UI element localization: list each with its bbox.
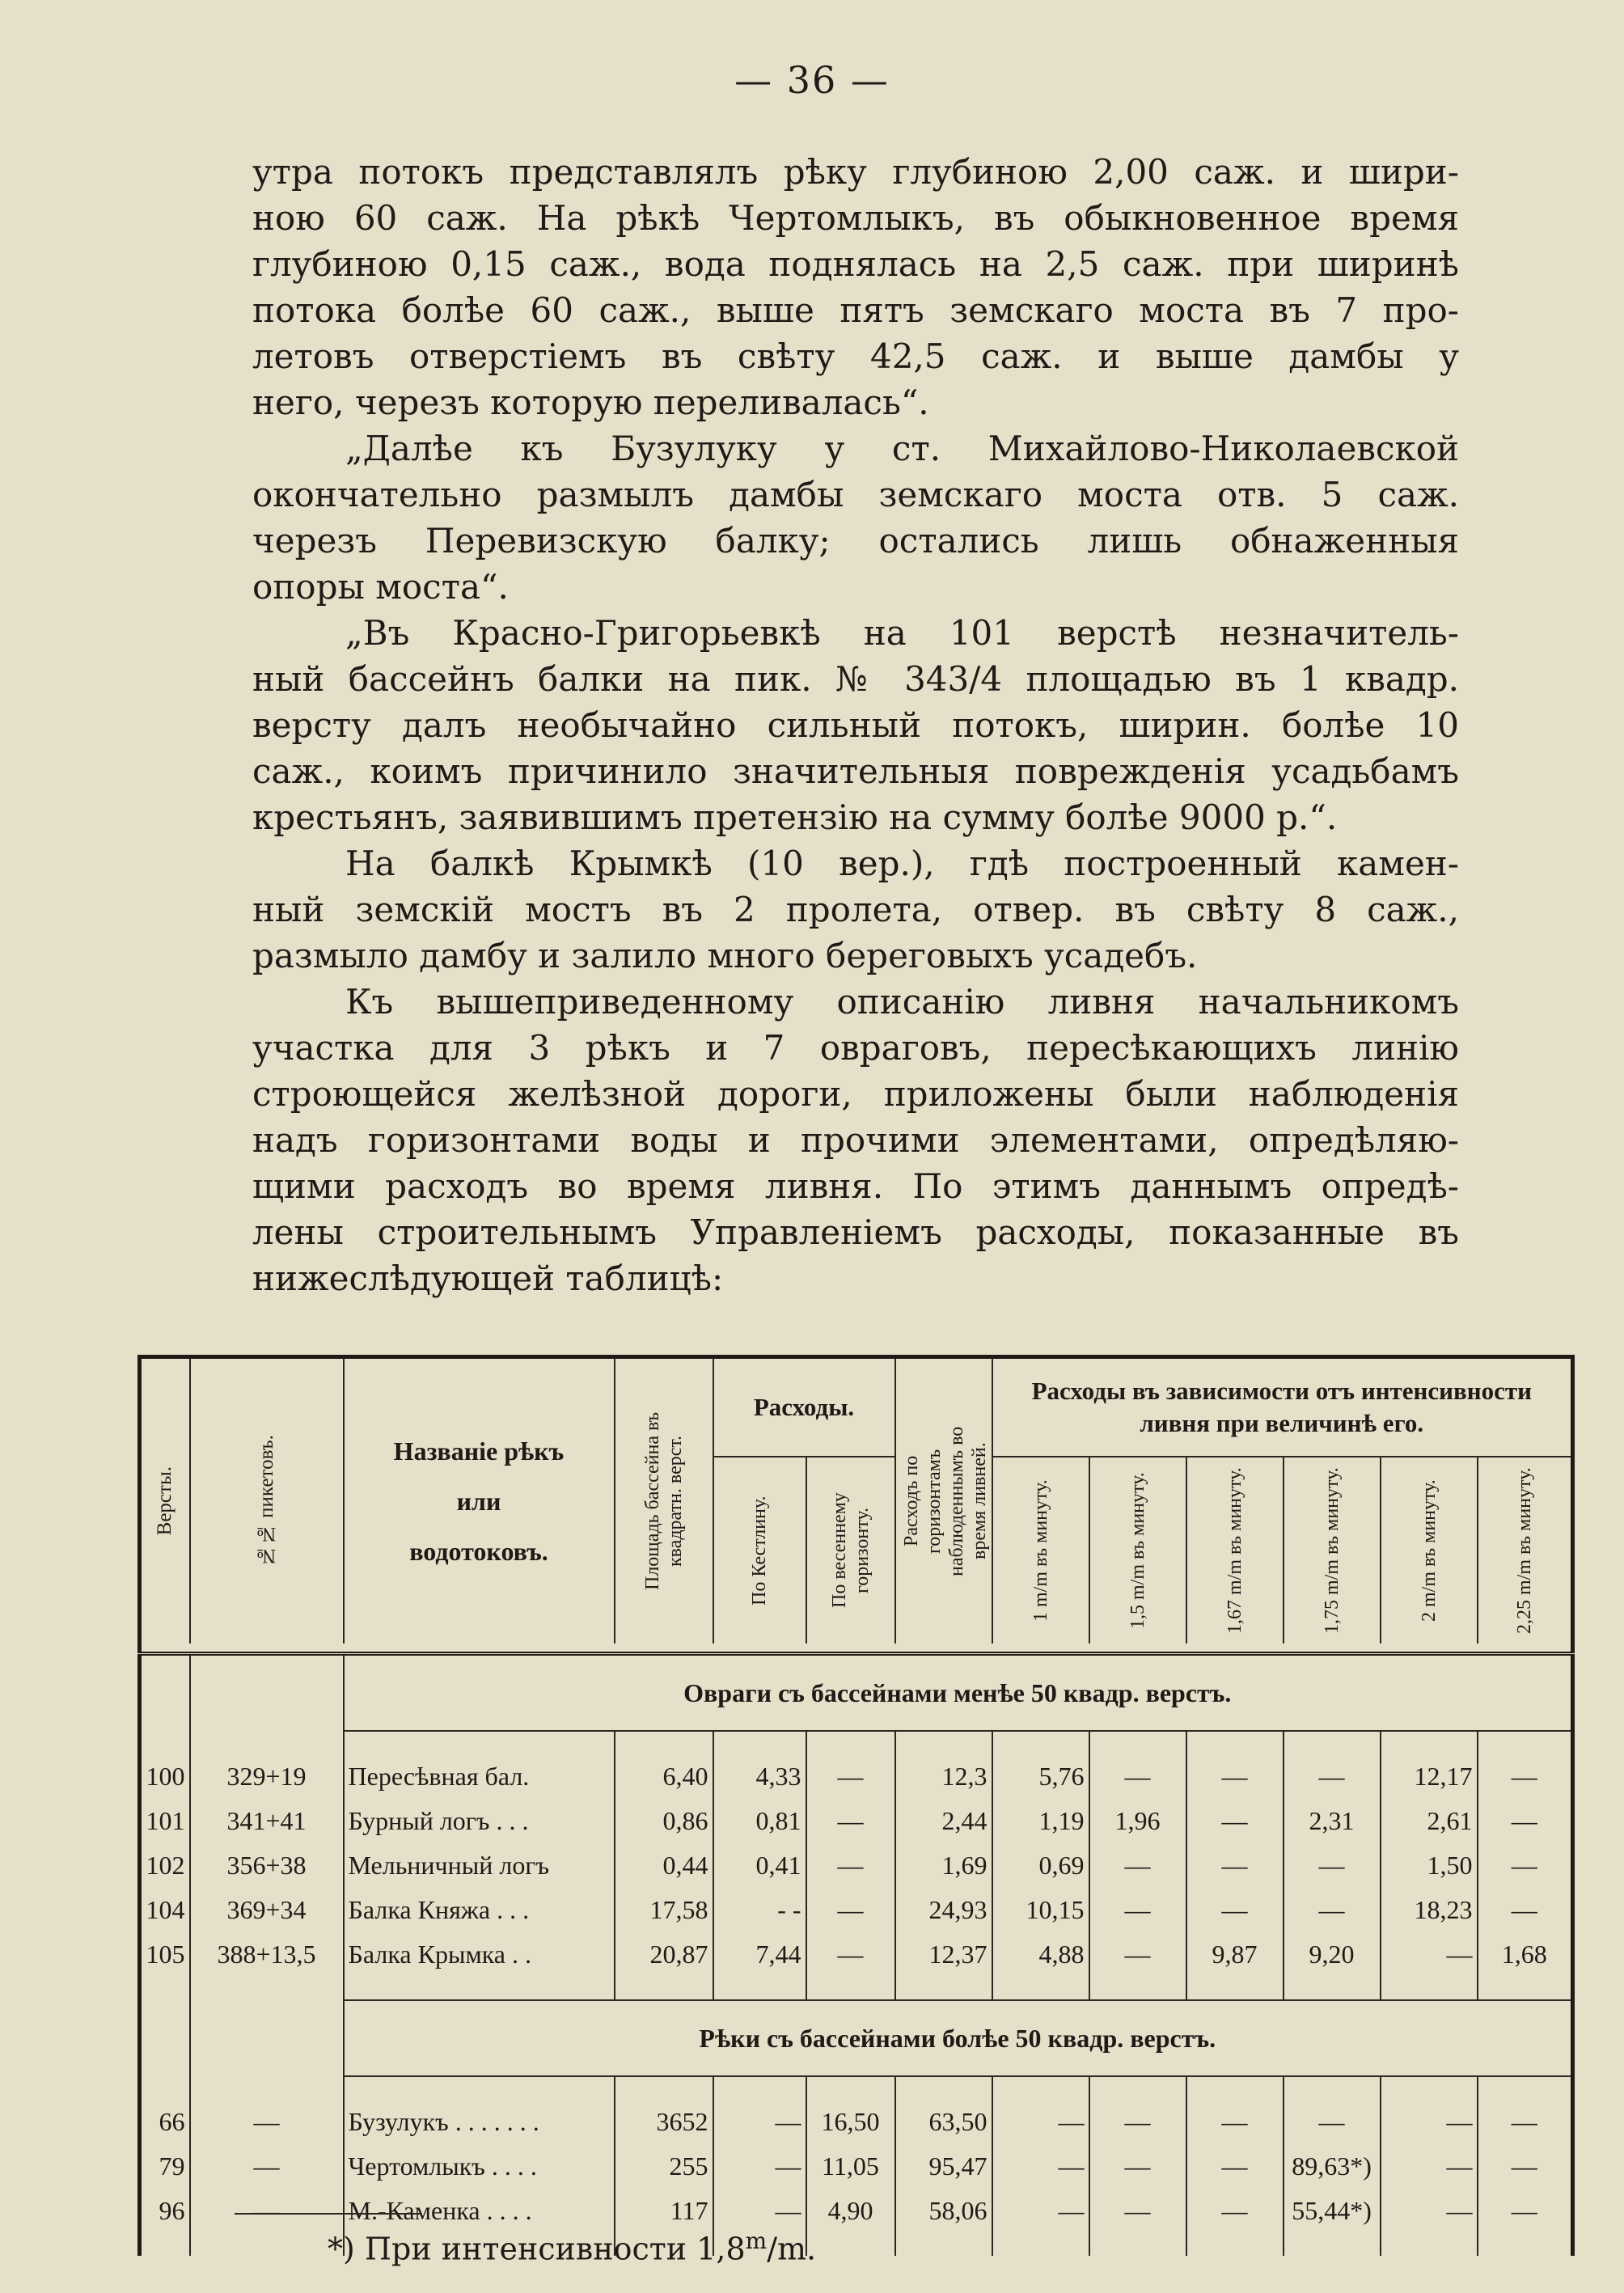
header-kestlin: По Кестлину. (713, 1457, 806, 1644)
cell-i167: 9,87 (1186, 1932, 1284, 1977)
cell-i1: 5,76 (992, 1754, 1089, 1799)
header-intensity-1-75: 1,75 m/m въ минуту. (1284, 1457, 1381, 1644)
text-line: летовъ отверстіемъ въ свѣту 42,5 саж. и выше дамбы у (252, 336, 1459, 376)
cell-picket: — (190, 2100, 344, 2144)
cell-horizon: 16,50 (806, 2100, 895, 2144)
cell-i1: — (992, 2100, 1089, 2144)
text-line: глубиною 0,15 саж., вода поднялась на 2,5 саж. при ширинѣ (252, 244, 1459, 284)
cell-i15: — (1089, 1932, 1186, 1977)
text-line: строющейся желѣзной дороги, приложены были наблюденія (252, 1074, 1459, 1114)
cell-area: 6,40 (615, 1754, 713, 1799)
text-line: Къ вышеприведенному описанію ливня начальникомъ (345, 982, 1459, 1022)
table-row (140, 1843, 1573, 1888)
cell-area: 17,58 (615, 1888, 713, 1932)
cell-area: 0,44 (615, 1843, 713, 1888)
cell-name: Чертомлыкъ . . . . (344, 2144, 615, 2189)
cell-kestlin: 7,44 (713, 1932, 806, 1977)
cell-i225: — (1478, 1843, 1573, 1888)
cell-picket: 369+34 (190, 1888, 344, 1932)
section-ravines: Овраги съ бассейнами менѣе 50 квадр. верстъ. (344, 1654, 1573, 1732)
cell-i15: — (1089, 1843, 1186, 1888)
table-row (140, 1888, 1573, 1932)
cell-i1: — (992, 2189, 1089, 2233)
cell-i225: 1,68 (1478, 1932, 1573, 1977)
cell-i175: 2,31 (1284, 1799, 1381, 1843)
cell-kestlin: - - (713, 1888, 806, 1932)
cell-picket: 341+41 (190, 1799, 344, 1843)
cell-name: М.-Каменка . . . . (344, 2189, 615, 2233)
cell-observed: 63,50 (895, 2100, 992, 2144)
cell-i1: 0,69 (992, 1843, 1089, 1888)
cell-kestlin: 4,33 (713, 1754, 806, 1799)
cell-name: Пересѣвная бал. (344, 1754, 615, 1799)
text-line: ною 60 саж. На рѣкѣ Чертомлыкъ, въ обыкновенное время (252, 198, 1459, 238)
cell-i2: — (1381, 2144, 1478, 2189)
cell-observed: 24,93 (895, 1888, 992, 1932)
cell-horizon: — (806, 1754, 895, 1799)
cell-picket: 356+38 (190, 1843, 344, 1888)
cell-kestlin: — (713, 2144, 806, 2189)
header-intensity-2: 2 m/m въ минуту. (1381, 1457, 1478, 1644)
cell-i15: — (1089, 2189, 1186, 2233)
text-line: размыло дамбу и залило много береговыхъ усадебъ. (252, 936, 1198, 975)
header-intensity-2-25: 2,25 m/m въ минуту. (1478, 1457, 1573, 1644)
cell-horizon: 11,05 (806, 2144, 895, 2189)
cell-i2: 12,17 (1381, 1754, 1478, 1799)
section-rivers: Рѣки съ бассейнами болѣе 50 квадр. верстъ. (344, 2000, 1573, 2076)
cell-verst: 104 (140, 1888, 190, 1932)
discharge-table (137, 1355, 1575, 2256)
cell-area: 255 (615, 2144, 713, 2189)
text-line: ный земскій мостъ въ 2 пролета, отвер. въ свѣту 8 саж., (252, 890, 1459, 929)
cell-i2: — (1381, 2100, 1478, 2144)
cell-observed: 58,06 (895, 2189, 992, 2233)
cell-i175: 55,44*) (1284, 2189, 1381, 2233)
cell-name: Балка Княжа . . . (344, 1888, 615, 1932)
cell-verst: 101 (140, 1799, 190, 1843)
text-line: утра потокъ представлялъ рѣку глубиною 2,00 саж. и шири- (252, 152, 1459, 192)
cell-observed: 1,69 (895, 1843, 992, 1888)
cell-verst: 96 (140, 2189, 190, 2233)
table-row (140, 1754, 1573, 1799)
cell-i2: — (1381, 2189, 1478, 2233)
cell-horizon: — (806, 1932, 895, 1977)
cell-i1: — (992, 2144, 1089, 2189)
cell-kestlin: — (713, 2189, 806, 2233)
cell-observed: 12,37 (895, 1932, 992, 1977)
table-row (140, 1799, 1573, 1843)
text-line: крестьянъ, заявившимъ претензію на сумму болѣе 9000 р.“. (252, 797, 1338, 837)
cell-kestlin: 0,81 (713, 1799, 806, 1843)
cell-i1: 4,88 (992, 1932, 1089, 1977)
cell-i225: — (1478, 1799, 1573, 1843)
cell-name: Мельничный логъ (344, 1843, 615, 1888)
cell-i175: 9,20 (1284, 1932, 1381, 1977)
cell-horizon: — (806, 1843, 895, 1888)
cell-i175: — (1284, 1754, 1381, 1799)
text-line: опоры моста“. (252, 567, 509, 607)
cell-i225: — (1478, 1754, 1573, 1799)
header-area: Площадь бассейна въ квадратн. верст. (615, 1357, 713, 1644)
text-line: ный бассейнъ балки на пик. № 343/4 площадью въ 1 квадр. (252, 659, 1459, 699)
footnote: *) При интенсивности 1,8$^m$/m. (328, 2227, 817, 2267)
cell-i2: 18,23 (1381, 1888, 1478, 1932)
cell-horizon: — (806, 1799, 895, 1843)
cell-i15: — (1089, 2144, 1186, 2189)
cell-i167: — (1186, 1799, 1284, 1843)
cell-verst: 102 (140, 1843, 190, 1888)
cell-i225: — (1478, 2189, 1573, 2233)
text-line: черезъ Перевизскую балку; остались лишь обнаженныя (252, 521, 1459, 561)
cell-i2: 1,50 (1381, 1843, 1478, 1888)
table-row (140, 2144, 1573, 2189)
cell-name: Бузулукъ . . . . . . . (344, 2100, 615, 2144)
text-line: нижеслѣдующей таблицѣ: (252, 1259, 724, 1298)
cell-i225: — (1478, 1888, 1573, 1932)
cell-i175: — (1284, 2100, 1381, 2144)
header-intensity-1: 1 m/m въ минуту. (992, 1457, 1089, 1644)
table-row (140, 1932, 1573, 1977)
cell-observed: 2,44 (895, 1799, 992, 1843)
cell-i167: — (1186, 2144, 1284, 2189)
cell-area: 3652 (615, 2100, 713, 2144)
cell-i167: — (1186, 2100, 1284, 2144)
cell-kestlin: — (713, 2100, 806, 2144)
header-intensity-group: Расходы въ зависимости отъ интенсивности ливня при величинѣ его. (992, 1357, 1573, 1457)
cell-name: Бурный логъ . . . (344, 1799, 615, 1843)
cell-i15: — (1089, 1754, 1186, 1799)
header-intensity-1-5: 1,5 m/m въ минуту. (1089, 1457, 1186, 1644)
cell-picket: — (190, 2144, 344, 2189)
table-row (140, 2100, 1573, 2144)
cell-verst: 100 (140, 1754, 190, 1799)
text-line: „Далѣе къ Бузулуку у ст. Михайлово-Николаевской (345, 429, 1459, 468)
cell-i15: — (1089, 1888, 1186, 1932)
cell-i175: — (1284, 1888, 1381, 1932)
cell-i2: — (1381, 1932, 1478, 1977)
cell-verst: 105 (140, 1932, 190, 1977)
cell-i175: — (1284, 1843, 1381, 1888)
cell-i225: — (1478, 2144, 1573, 2189)
cell-horizon: — (806, 1888, 895, 1932)
header-flows-group: Расходы. (713, 1357, 895, 1457)
cell-name: Балка Крымка . . (344, 1932, 615, 1977)
text-line: участка для 3 рѣкъ и 7 овраговъ, пересѣкающихъ линію (252, 1028, 1459, 1068)
cell-area: 0,86 (615, 1799, 713, 1843)
header-pickets: №№ пикетовъ. (190, 1357, 344, 1644)
table-row (140, 2189, 1573, 2233)
cell-horizon: 4,90 (806, 2189, 895, 2233)
header-horizon: По весеннему горизонту. (806, 1457, 895, 1644)
cell-area: 117 (615, 2189, 713, 2233)
cell-picket: 388+13,5 (190, 1932, 344, 1977)
cell-i225: — (1478, 2100, 1573, 2144)
cell-observed: 12,3 (895, 1754, 992, 1799)
text-line: лены строительнымъ Управленіемъ расходы, показанные въ (252, 1212, 1459, 1252)
cell-i1: 1,19 (992, 1799, 1089, 1843)
page-number: — 36 — (734, 58, 890, 102)
cell-i15: 1,96 (1089, 1799, 1186, 1843)
cell-i167: — (1186, 1754, 1284, 1799)
cell-picket: — (190, 2189, 344, 2233)
cell-picket: 329+19 (190, 1754, 344, 1799)
text-line: надъ горизонтами воды и прочими элементами, опредѣляю- (252, 1120, 1459, 1160)
cell-kestlin: 0,41 (713, 1843, 806, 1888)
text-line: щими расходъ во время ливня. По этимъ даннымъ опредѣ- (252, 1166, 1459, 1206)
cell-i15: — (1089, 2100, 1186, 2144)
text-line: него, черезъ которую переливалась“. (252, 383, 929, 422)
cell-verst: 79 (140, 2144, 190, 2189)
cell-i167: — (1186, 1888, 1284, 1932)
cell-i1: 10,15 (992, 1888, 1089, 1932)
cell-observed: 95,47 (895, 2144, 992, 2189)
text-line: „Въ Красно-Григорьевкѣ на 101 верстѣ незначитель- (345, 613, 1459, 653)
header-intensity-1-67: 1,67 m/m въ минуту. (1186, 1457, 1284, 1644)
header-observed: Расходъ по горизонтамъ наблюденнымъ во время ливней. (895, 1357, 992, 1644)
cell-i175: 89,63*) (1284, 2144, 1381, 2189)
cell-area: 20,87 (615, 1932, 713, 1977)
cell-i167: — (1186, 2189, 1284, 2233)
header-name: Названіе рѣкъ или водотоковъ. (344, 1357, 615, 1644)
text-line: На балкѣ Крымкѣ (10 вер.), гдѣ построенный камен- (345, 844, 1459, 883)
cell-i2: 2,61 (1381, 1799, 1478, 1843)
text-line: потока болѣе 60 саж., выше пятъ земскаго моста въ 7 про- (252, 290, 1459, 330)
cell-verst: 66 (140, 2100, 190, 2144)
cell-i167: — (1186, 1843, 1284, 1888)
body-text (252, 149, 1459, 1301)
text-line: саж., коимъ причинило значительныя поврежденія усадьбамъ (252, 751, 1459, 791)
header-versts: Версты. (140, 1357, 190, 1644)
text-line: окончательно размылъ дамбы земскаго моста отв. 5 саж. (252, 475, 1459, 514)
footnote-rule (235, 2213, 421, 2215)
text-line: версту далъ необычайно сильный потокъ, ширин. болѣе 10 (252, 705, 1459, 745)
